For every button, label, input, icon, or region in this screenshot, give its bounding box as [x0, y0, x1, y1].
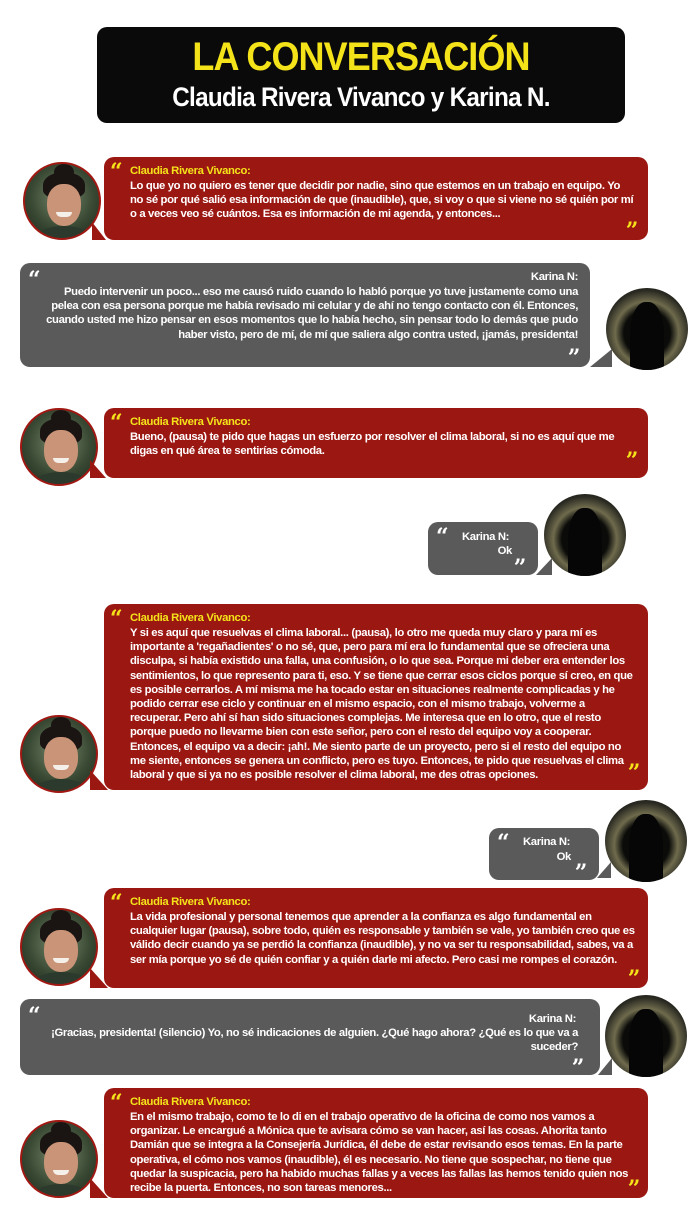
message-text: Ok [497, 545, 512, 557]
message-bubble-karina [489, 828, 599, 886]
open-quote-icon: “ [110, 606, 123, 632]
message-text: ¡Gracias, presidenta! (silencio) Yo, no sé indicaciones de alguien. ¿Qué hago ahora? ¿Qué es lo que va a suceder? [51, 1027, 578, 1054]
message-text: Puedo intervenir un poco... eso me causó ruido cuando lo habló porque yo tuve justamente como una pelea con esa persona porque me había revisado mi celular y de ahí no tengo contacto con él. Entonces, cuando usted me hizo pensar en esos momentos que lo había hecho, sin pensar todo lo demás que pudo haber visto, pero de mí, de mí que saliera algo contra usted, ¡jamás, presidenta! [46, 286, 578, 341]
bubble-tail [597, 862, 611, 878]
close-quote-icon: ” [571, 1055, 584, 1081]
speaker-name: Claudia Rivera Vivanco: [130, 165, 251, 177]
claudia-avatar [20, 408, 98, 486]
open-quote-icon: “ [110, 890, 123, 916]
speaker-name: Claudia Rivera Vivanco: [130, 416, 251, 428]
claudia-avatar [20, 715, 98, 793]
message-bubble-karina [20, 263, 590, 371]
close-quote-icon: ” [625, 218, 638, 244]
speaker-name: Claudia Rivera Vivanco: [130, 612, 251, 624]
message-text: Ok [556, 851, 571, 863]
open-quote-icon: “ [28, 1003, 41, 1029]
close-quote-icon: ” [627, 1176, 640, 1202]
message-bubble-karina [20, 999, 600, 1081]
speaker-name: Claudia Rivera Vivanco: [130, 896, 251, 908]
karina-avatar [544, 494, 626, 576]
page-subtitle: Claudia Rivera Vivanco y Karina N. [172, 82, 550, 112]
page-title: LA CONVERSACIÓN [192, 35, 530, 79]
bubble-tail [598, 1058, 612, 1075]
close-quote-icon: ” [625, 448, 638, 474]
speaker-name: Karina N: [523, 836, 571, 848]
message-text: En el mismo trabajo, como te lo di en el trabajo operativo de la oficina de como nos vamos a organizar. Le encargué a Mónica que te avisara cómo se van hacer, así las cosas. Ahorita tanto Damián que se integra a la Consejería Jurídica, él debe de estar revisando esos temas. En la parte operativa, el cómo nos vamos (inaudible), él es necesario. No tiene que sospechar, no tiene que quedar la suspicacia, pero ha habido muchas fallas y a veces las fallas las hemos tenido quien nos recibe la puerta. Entonces, no son tareas menores... [130, 1111, 629, 1195]
bubble-tail [590, 349, 612, 367]
close-quote-icon: ” [513, 555, 526, 581]
message-bubble-claudia [104, 1088, 648, 1202]
message-bubble-claudia [104, 604, 648, 790]
message-bubble-claudia [104, 888, 648, 992]
message-text: La vida profesional y personal tenemos que aprender a la confianza es algo fundamental en cualquier lugar (pausa), sobre todo, quién es responsable y también se vale, yo también creo que es válido decir cuando ya se perdió la confianza (inaudible), y no va ser tu responsabilidad, sabes, va a ser mía porque yo sé de quién confiar y a quién darle mi afecto. Pero casi me rompes el corazón. [130, 911, 635, 966]
close-quote-icon: ” [567, 345, 580, 371]
claudia-avatar [23, 162, 101, 240]
message-text: Lo que yo no quiero es tener que decidir por nadie, sino que estemos en un trabajo en equipo. Yo no sé por qué salió esa información de que (inaudible), que, si voy o que si viene no sé quién por mí o a veces veo sé cuántos. Esa es información de mi agenda, y entonces... [130, 180, 634, 221]
open-quote-icon: “ [110, 410, 123, 436]
close-quote-icon: ” [627, 966, 640, 992]
claudia-avatar [20, 1120, 98, 1198]
open-quote-icon: “ [110, 1090, 123, 1116]
claudia-avatar [20, 908, 98, 986]
message-bubble-claudia [104, 408, 648, 478]
title-banner [97, 27, 625, 123]
message-bubble-claudia [104, 157, 648, 244]
open-quote-icon: “ [497, 830, 510, 856]
speaker-name: Karina N: [530, 271, 578, 283]
speaker-name: Claudia Rivera Vivanco: [130, 1096, 251, 1108]
open-quote-icon: “ [436, 524, 449, 550]
speaker-name: Karina N: [462, 531, 510, 543]
karina-avatar [606, 288, 688, 370]
bubble-tail [536, 558, 552, 575]
message-text: Bueno, (pausa) te pido que hagas un esfuerzo por resolver el clima laboral, si no es aquí que me digas en qué área te sentirías cómoda. [130, 431, 615, 458]
close-quote-icon: ” [627, 760, 640, 786]
message-text: Y si es aquí que resuelvas el clima laboral... (pausa), lo otro me queda muy claro y para mí es importante a 'regañadientes' o no sé, que, pero para mí era lo fundamental que se ofreciera una disculpa, si había existido una falla, una confusión, o lo que sea. Porque mi deber era entender los sentimientos, lo que represento para ti, eso. Y se tiene que cerrar esos ciclos porque sí creo, en que es posible cerrarlos. A mí misma me ha tocado estar en situaciones realmente complicadas y he podido cerrar ese ciclo y continuar en el mismo espacio, con el mismo trabajo, volverme a recuperar. Pero ahí sí han sido situaciones complejas. Me interesa que en lo otro, que el resto porque puedo no llevarme bien con este señor, pero con el resto del equipo voy a cooperar. Entonces, el equipo va a decir: ¡ah!. Me siento parte de un proyecto, pero si el resto del equipo no me siente, entonces se genera un conflicto, pero es tuyo. Entonces, te pido que resuelvas el clima laboral y que si ya no es posible resolver el clima laboral, me des otras opciones. [130, 627, 633, 782]
open-quote-icon: “ [28, 267, 41, 293]
close-quote-icon: ” [574, 860, 587, 886]
open-quote-icon: “ [110, 159, 123, 185]
message-bubble-karina [428, 522, 538, 581]
karina-avatar [605, 800, 687, 882]
speaker-name: Karina N: [528, 1013, 576, 1025]
karina-avatar [605, 995, 687, 1077]
